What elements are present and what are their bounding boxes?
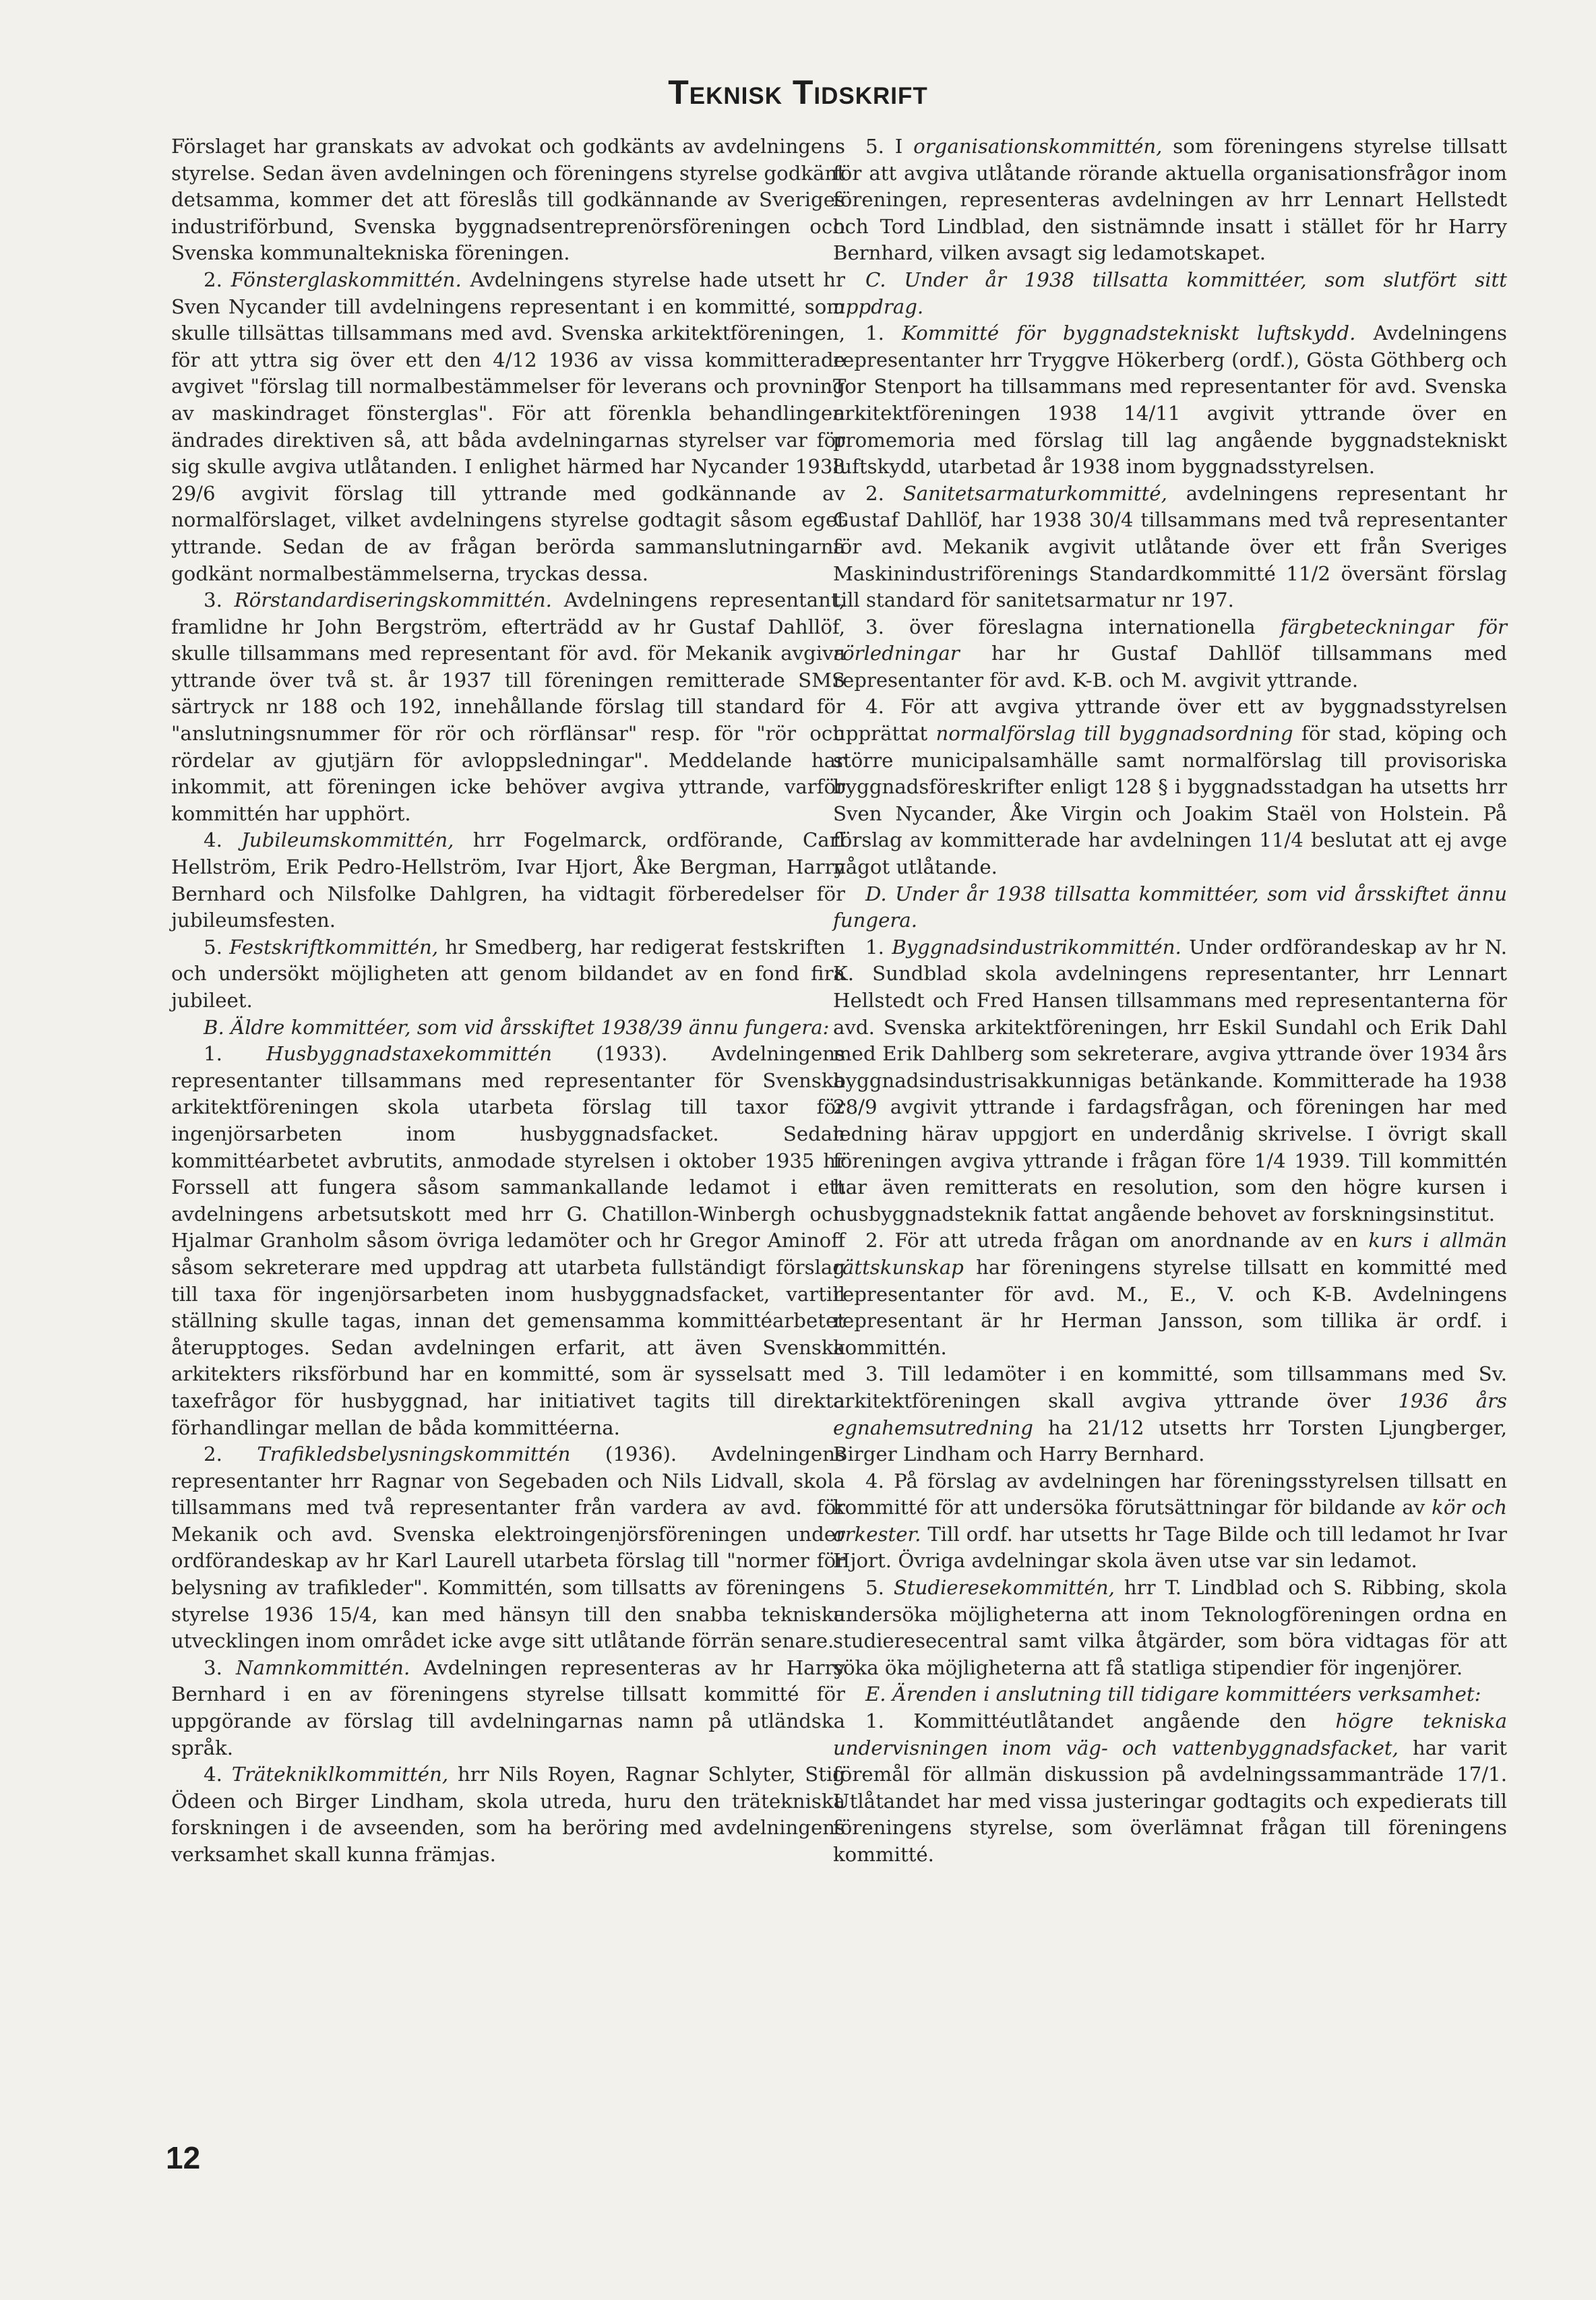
paragraph [171, 133, 845, 267]
paragraph [171, 934, 845, 1015]
paragraph-text: (1936). Avdelningens representanter hrr Ragnar von Segebaden och Nils Lidvall, skola tillsammans med två representanter från vardera av avd. för Mekanik och avd. Svenska elektroingenjörsföreningen under ordförandeskap av hr Karl Laurell utarbeta förslag till "normer för belysning av trafikleder". Kommittén, som tillsatts av föreningens styrelse 1936 15/4, kan med hänsyn till den snabba tekniska utvecklingen inom området icke avge sitt utlåtande förrän senare. [171, 1443, 845, 1653]
paragraph [833, 614, 1507, 694]
paragraph [833, 1228, 1507, 1361]
paragraph-text: Avdelningens representanter hrr Tryggve Hökerberg (ordf.), Gösta Göthberg och Tor Stenport ha tillsammans med representanter för avd. Svenska arkitektföreningen 1938 14/11 avgivit yttrande över en promemoria med förslag till lag angående byggnadstekniskt luftskydd, utarbetad år 1938 inom byggnadsstyrelsen. [833, 322, 1507, 479]
paragraph-text: för stad, köping och större municipalsamhälle samt normalförslag till provisoriska byggnadsföreskrifter enligt 128 § i byggnadsstadgan ha utsetts hrr Sven Nycander, Åke Virgin och Joakim Staël von Holstein. På förslag av kommitterade har avdelningen 11/4 beslutat att ej avge något utlåtande. [833, 722, 1507, 879]
section-heading [833, 267, 1507, 320]
committee-name: Fönsterglaskommittén. [231, 268, 462, 291]
paragraph [833, 1361, 1507, 1467]
item-number: 2. [865, 481, 903, 505]
item-number: 4. [204, 1763, 232, 1786]
item-number: 1. Kommittéutlåtandet angående den [865, 1709, 1336, 1733]
paragraph [833, 1575, 1507, 1681]
committee-name: Sanitetsarmaturkommitté, [902, 481, 1167, 505]
item-number: 5. I [865, 135, 914, 158]
paragraph [833, 1708, 1507, 1869]
paragraph [833, 481, 1507, 614]
committee-name: 1936 års egnahemsutredning [833, 1389, 1507, 1439]
paragraph [171, 587, 845, 827]
paragraph [171, 1655, 845, 1761]
committee-name: färgbeteckningar för rörledningar [833, 615, 1507, 665]
committee-name: Rörstandardiseringskommittén. [234, 588, 552, 612]
page-number: 12 [166, 2140, 201, 2175]
item-number: 3. över föreslagna internationella [865, 615, 1281, 638]
committee-name: Kommitté för byggnadstekniskt luftskydd. [902, 322, 1356, 345]
committee-name: kör och orkester. [833, 1496, 1507, 1546]
paragraph-text: hr Smedberg, har redigerat festskriften och undersökt möjligheten att genom bildandet av en fond fira jubileet. [171, 935, 845, 1012]
committee-name: Namnkommittén. [236, 1656, 410, 1679]
section-heading [833, 881, 1507, 934]
committee-name: Trätekniklkommittén, [231, 1763, 449, 1786]
item-number: 5. [204, 935, 230, 959]
committee-name: organisationskommittén, [913, 135, 1163, 158]
item-number: 5. [865, 1576, 894, 1600]
paragraph-text: har hr Gustaf Dahllöf tillsammans med representanter för avd. K-B. och M. avgivit yttrande. [833, 642, 1507, 692]
committee-name: högre tekniska undervisningen inom väg- och vattenbyggnadsfacket, [833, 1709, 1507, 1759]
paragraph-text: hrr Fogelmarck, ordförande, Carl Hellström, Erik Pedro-Hellström, Ivar Hjort, Åke Bergman, Harry Bernhard och Nilsfolke Dahlgren, ha vidtagit förberedelser för jubileumsfesten. [171, 828, 845, 932]
section-title: C. Under år 1938 tillsatta kommittéer, som slutfört sitt uppdrag. [833, 268, 1507, 318]
committee-name: kurs i allmän rättskunskap [833, 1229, 1507, 1279]
paragraph-text: Till ordf. har utsetts hr Tage Bilde och till ledamot hr Ivar Hjort. Övriga avdelningar skola även utse var sin ledamot. [833, 1522, 1507, 1573]
paragraph-text: Under ordförandeskap av hr N. K. Sundblad skola avdelningens representanter, hrr Lennart Hellstedt och Fred Hansen tillsammans med representanterna för avd. Svenska arkitektföreningen, hrr Eskil Sundahl och Erik Dahl med Erik Dahlberg som sekreterare, avgiva yttrande över 1934 års byggnadsindustrisakkunnigas betänkande. Kommitterade ha 1938 28/9 avgivit yttrande i fardagsfrågan, och föreningen har med ledning härav uppgjort en underdånig skrivelse. I övrigt skall föreningen avgiva yttrande i frågan före 1/4 1939. Till kommittén har även remitterats en resolution, som den högre kursen i husbyggnadsteknik fattat angående behovet av forskningsinstitut. [833, 935, 1507, 1225]
paragraph-text: avdelningens representant hr Gustaf Dahllöf, har 1938 30/4 tillsammans med två representanter för avd. Mekanik avgivit utlåtande över ett från Sveriges Maskinindustriförenings Standardkommitté 11/2 översänt förslag till standard för sanitetsarmatur nr 197. [833, 481, 1507, 612]
left-column [171, 133, 845, 1869]
item-number: 1. [204, 1042, 267, 1066]
journal-masthead: Teknisk Tidskrift [668, 73, 928, 111]
paragraph-text: som föreningens styrelse tillsatt för att avgiva utlåtande rörande aktuella organisationsfrågor inom föreningen, representeras avdelningen av hrr Lennart Hellstedt och Tord Lindblad, den sistnämnde insatt i stället för hr Harry Bernhard, vilken avsagt sig ledamotskapet. [833, 135, 1508, 265]
paragraph [171, 1041, 845, 1441]
item-number: 1. [865, 322, 902, 345]
paragraph-text: hrr Nils Royen, Ragnar Schlyter, Stig Ödeen och Birger Lindham, skola utreda, huru den trätekniska forskningen i de avseenden, som ha beröring med avdelningens verksamhet skall kunna främjas. [171, 1763, 845, 1866]
paragraph-text: har föreningens styrelse tillsatt en kommitté med representanter för avd. M., E., V. och K-B. Avdelningens representant är hr Herman Jansson, som tillika är ordf. i kommittén. [833, 1255, 1507, 1359]
section-title: E. Ärenden i anslutning till tidigare kommittéers verksamhet: [865, 1683, 1481, 1706]
committee-name: Studieresekommittén, [893, 1576, 1115, 1600]
right-column [833, 133, 1507, 1869]
paragraph-text: Avdelningen representeras av hr Harry Bernhard i en av föreningens styrelse tillsatt kommitté för uppgörande av förslag till avdelningarnas namn på utländska språk. [171, 1656, 845, 1759]
section-heading [833, 1681, 1507, 1708]
paragraph [833, 1468, 1507, 1575]
committee-name: normalförslag till byggnadsordning [935, 722, 1293, 746]
paragraph [833, 133, 1507, 267]
item-number: 1. [865, 935, 892, 959]
item-number: 3. Till ledamöter i en kommitté, som tillsammans med Sv. arkitektföreningen skall avgiva yttrande över [833, 1362, 1507, 1412]
paragraph-text: har varit föremål för allmän diskussion på avdelningssammanträde 17/1. Utlåtandet har med vissa justeringar godtagits och expedierats till föreningens styrelse, som överlämnat frågan till föreningens kommitté. [833, 1736, 1507, 1866]
paragraph-text: Förslaget har granskats av advokat och godkänts av avdelningens styrelse. Sedan även avdelningen och föreningens styrelse godkänt detsamma, kommer det att föreslås till godkännande av Sveriges industriförbund, Svenska byggnadsentreprenörsföreningen och Svenska kommunaltekniska föreningen. [171, 135, 845, 265]
item-number: 4. [204, 828, 242, 852]
paragraph [171, 1761, 845, 1868]
paragraph [171, 1441, 845, 1655]
paragraph-text: hrr T. Lindblad och S. Ribbing, skola undersöka möjligheterna att inom Teknologföreningen ordna en studieresecentral samt vilka åtgärder, som böra vidtagas för att söka öka möjligheterna att få statliga stipendier för ingenjörer. [833, 1576, 1507, 1679]
paragraph-text: (1933). Avdelningens representanter tillsammans med representanter för Svenska arkitektföreningen skola utarbeta förslag till taxor för ingenjörsarbeten inom husbyggnadsfacket. Sedan kommittéarbetet avbrutits, anmodade styrelsen i oktober 1935 hr Forssell att fungera såsom sammankallande ledamot i ett avdelningens arbetsutskott med hrr G. Chatillon-Winbergh och Hjalmar Granholm såsom övriga ledamöter och hr Gregor Aminoff såsom sekreterare med uppdrag att utarbeta fullständigt förslag till taxa för ingenjörsarbeten inom husbyggnadsfacket, vartill ställning skulle tagas, innan det gemensamma kommittéarbetet återupptoges. Sedan avdelningen erfarit, att även Svenska arkitekters riksförbund har en kommitté, som är sysselsatt med taxefrågor för husbyggnad, har initiativet tagits till direkta förhandlingar mellan de båda kommittéerna. [171, 1042, 845, 1439]
committee-name: Trafikledsbelysningskommittén [257, 1443, 571, 1466]
section-title: B. Äldre kommittéer, som vid årsskiftet 1938/39 ännu fungera: [204, 1015, 830, 1039]
committee-name: Festskriftkommittén, [229, 935, 439, 959]
item-number: 2. [204, 268, 231, 291]
item-number: 4. På förslag av avdelningen har föreningsstyrelsen tillsatt en kommitté för att undersöka förutsättningar för bildande av [833, 1469, 1507, 1519]
paragraph-text: ha 21/12 utsetts hrr Torsten Ljungberger, Birger Lindham och Harry Bernhard. [833, 1416, 1507, 1466]
paragraph [833, 320, 1507, 481]
paragraph [833, 934, 1507, 1228]
paragraph [171, 267, 845, 587]
committee-name: Jubileumskommittén, [241, 828, 454, 852]
item-number: 3. [204, 588, 235, 612]
paragraph [833, 694, 1507, 880]
item-number: 3. [204, 1656, 237, 1679]
paragraph-text: Avdelningens representant, framlidne hr John Bergström, efterträdd av hr Gustaf Dahllöf, skulle tillsammans med representant för avd. för Mekanik avgiva yttrande över två st. år 1937 till föreningen remitterade SMS särtryck nr 188 och 192, innehållande förslag till standard för "anslutningsnummer för rör och rörflänsar" resp. för "rör och rördelar av gjutjärn för avloppsledningar". Meddelande har inkommit, att föreningen icke behöver avgiva yttrande, varför kommittén har upphört. [171, 588, 845, 825]
committee-name: Husbyggnadstaxekommittén [266, 1042, 552, 1066]
paragraph-text: Avdelningens styrelse hade utsett hr Sven Nycander till avdelningens representant i en kommitté, som skulle tillsättas tillsammans med avd. Svenska arkitektföreningen, för att yttra sig över ett den 4/12 1936 av vissa kommitterade avgivet "förslag till normalbestämmelser för leverans och provning av maskindraget fönsterglas". För att förenkla behandlingen ändrades direktiven så, att båda avdelningarnas styrelser var för sig skulle avgiva utlåtanden. I enlighet härmed har Nycander 1938 29/6 avgivit förslag till yttrande med godkännande av normalförslaget, vilket avdelningens styrelse godtagit såsom eget yttrande. Sedan de av frågan berörda sammanslutningarna godkänt normalbestämmelserna, tryckas dessa. [171, 268, 845, 585]
committee-name: Byggnadsindustrikommittén. [892, 935, 1181, 959]
item-number: 2. [204, 1443, 257, 1466]
item-number: 2. För att utreda frågan om anordnande av en [865, 1229, 1369, 1252]
section-title: D. Under år 1938 tillsatta kommittéer, som vid årsskiftet ännu fungera. [833, 882, 1507, 932]
item-number: 4. För att avgiva yttrande över ett av byggnadsstyrelsen upprättat [833, 695, 1507, 746]
paragraph [171, 827, 845, 934]
section-heading [171, 1015, 845, 1041]
